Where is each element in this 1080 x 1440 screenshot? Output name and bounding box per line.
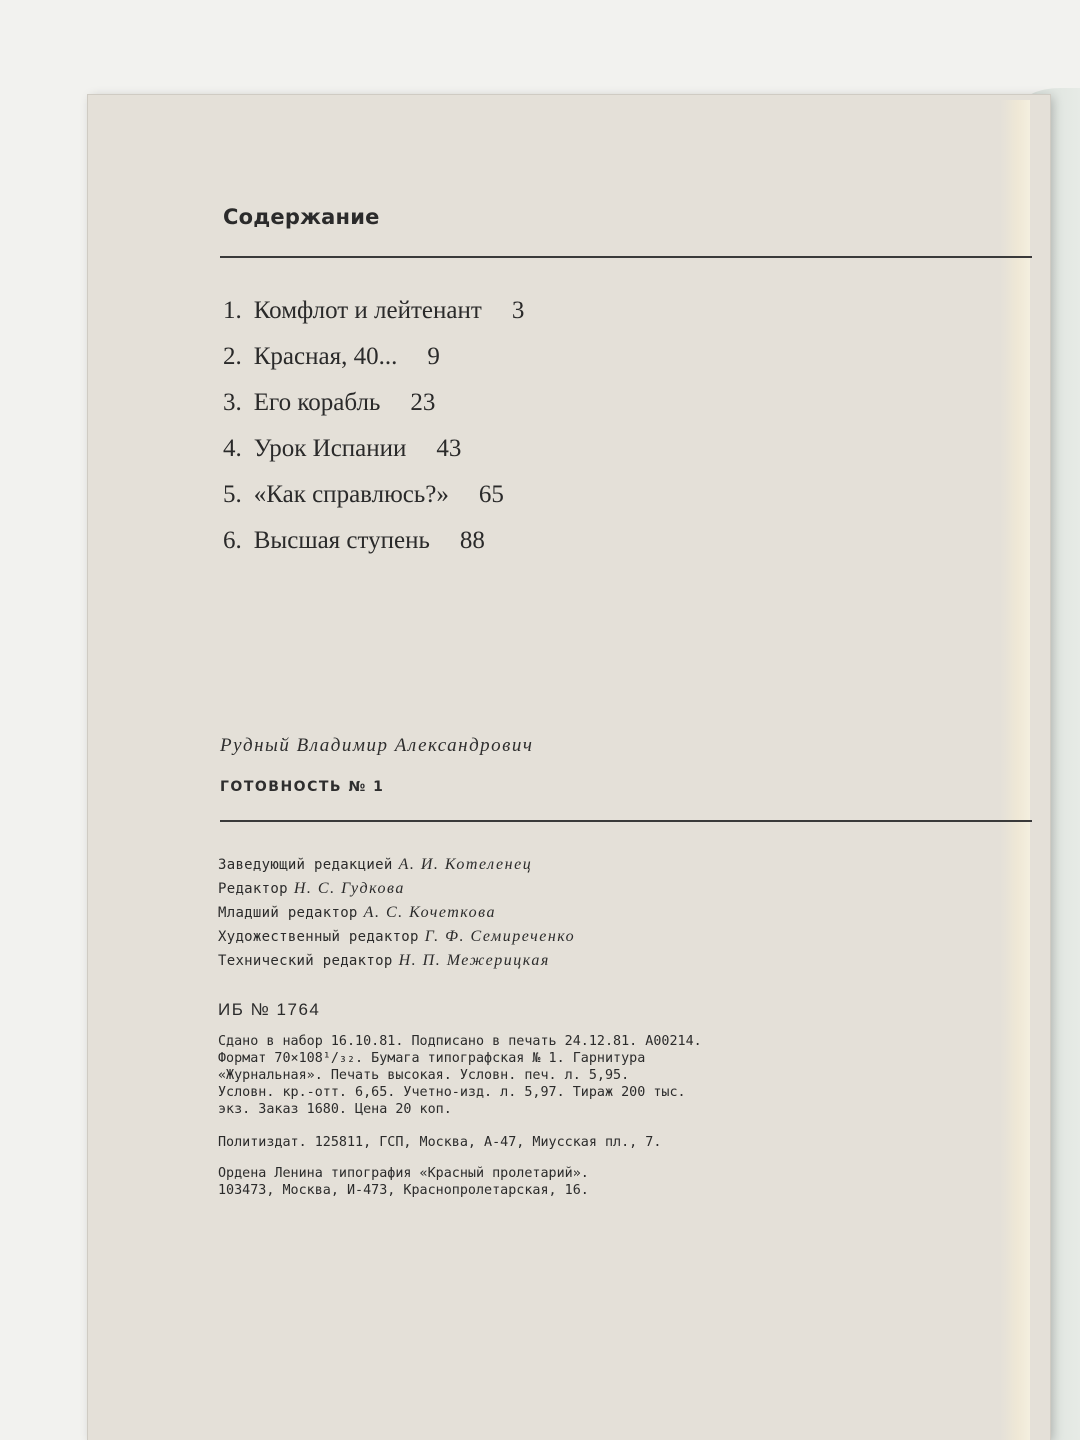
ib-number: ИБ № 1764 bbox=[218, 1000, 321, 1019]
credit-role: Редактор bbox=[218, 881, 288, 897]
imprint-line: Формат 70×108¹/₃₂. Бумага типографская № 1. Гарнитура bbox=[218, 1051, 646, 1066]
imprint-line: Условн. кр.-отт. 6,65. Учетно-изд. л. 5,97. Тираж 200 тыс. bbox=[218, 1085, 686, 1100]
toc-item-number: 2. bbox=[223, 343, 242, 370]
toc-item-page: 65 bbox=[478, 481, 504, 508]
toc-item bbox=[223, 288, 524, 334]
toc-item bbox=[223, 518, 524, 564]
toc-item bbox=[223, 472, 524, 518]
book-page bbox=[88, 95, 1018, 1440]
credit-name: Н. П. Межерицкая bbox=[398, 952, 550, 969]
credit-name: А. С. Кочеткова bbox=[363, 904, 497, 921]
toc-item-page: 3 bbox=[511, 297, 525, 324]
credit-name: Г. Ф. Семиреченко bbox=[424, 928, 576, 945]
toc-item-title: Урок Испании bbox=[253, 435, 407, 462]
toc-item-title: Его корабль bbox=[253, 389, 381, 416]
printer-info bbox=[218, 1165, 589, 1199]
credit-line bbox=[218, 853, 575, 877]
toc-item-page: 23 bbox=[410, 389, 436, 416]
toc-item-number: 5. bbox=[223, 481, 242, 508]
credit-line bbox=[218, 901, 575, 925]
credit-name: Н. С. Гудкова bbox=[293, 880, 405, 897]
imprint-details bbox=[218, 1033, 702, 1118]
toc-item-page: 9 bbox=[427, 343, 440, 370]
imprint-line: Сдано в набор 16.10.81. Подписано в печать 24.12.81. А00214. bbox=[218, 1034, 702, 1049]
credit-line bbox=[218, 877, 575, 901]
credit-line bbox=[218, 949, 575, 973]
credit-role: Заведующий редакцией bbox=[218, 857, 393, 873]
toc-divider bbox=[220, 256, 1032, 258]
credit-role: Младший редактор bbox=[218, 905, 358, 921]
toc-item-title: «Как справлюсь?» bbox=[253, 481, 449, 508]
toc-list bbox=[223, 288, 524, 564]
publisher-address: Политиздат. 125811, ГСП, Москва, А-47, Миусская пл., 7. bbox=[218, 1135, 662, 1150]
credit-line bbox=[218, 925, 575, 949]
toc-item bbox=[223, 426, 524, 472]
toc-item-number: 6. bbox=[223, 527, 242, 554]
printer-line: 103473, Москва, И-473, Краснопролетарская, 16. bbox=[218, 1183, 589, 1198]
credit-role: Технический редактор bbox=[218, 953, 393, 969]
editorial-credits bbox=[218, 853, 575, 973]
toc-item-title: Красная, 40... bbox=[253, 343, 398, 370]
imprint-line: экз. Заказ 1680. Цена 20 коп. bbox=[218, 1102, 452, 1117]
credit-name: А. И. Котеленец bbox=[398, 856, 533, 873]
toc-title: Содержание bbox=[223, 205, 380, 229]
imprint-divider bbox=[220, 820, 1032, 822]
toc-item-page: 43 bbox=[436, 435, 462, 462]
toc-item-page: 88 bbox=[459, 527, 485, 554]
toc-item-number: 4. bbox=[223, 435, 242, 462]
toc-item bbox=[223, 334, 524, 380]
toc-item-number: 1. bbox=[223, 297, 242, 324]
toc-item bbox=[223, 380, 524, 426]
credit-role: Художественный редактор bbox=[218, 929, 419, 945]
toc-item-title: Высшая ступень bbox=[253, 527, 430, 554]
book-author: Рудный Владимир Александрович bbox=[220, 735, 534, 756]
printer-line: Ордена Ленина типография «Красный пролетарий». bbox=[218, 1166, 589, 1181]
toc-item-title: Комфлот и лейтенант bbox=[253, 297, 482, 324]
imprint-line: «Журнальная». Печать высокая. Условн. печ. л. 5,95. bbox=[218, 1068, 630, 1083]
book-title: ГОТОВНОСТЬ № 1 bbox=[220, 779, 385, 795]
toc-item-number: 3. bbox=[223, 389, 242, 416]
